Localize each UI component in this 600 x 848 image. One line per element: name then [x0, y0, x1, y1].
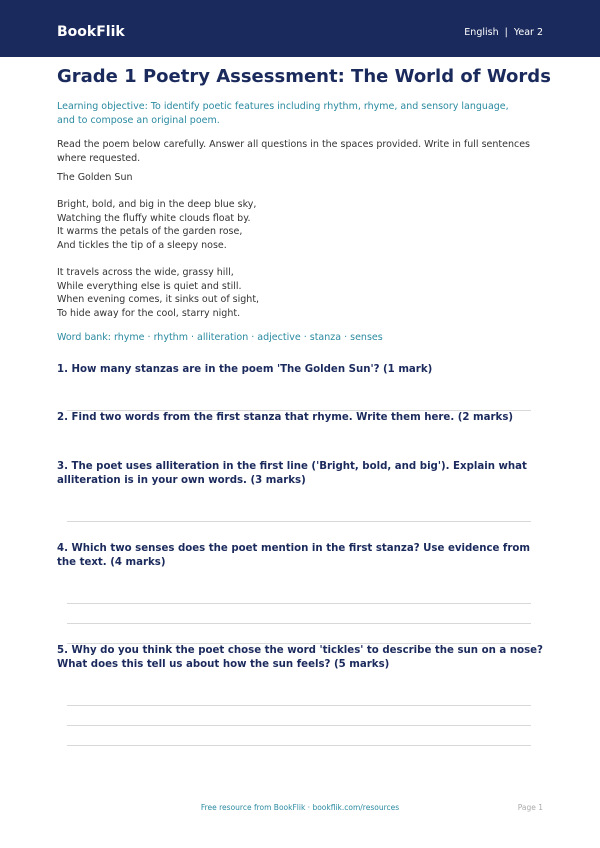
year-label: Year 2	[513, 27, 543, 38]
poem-line: Watching the fluffy white clouds float by.	[57, 212, 251, 224]
question-2: 2. Find two words from the first stanza that rhyme. Write them here. (2 marks)	[57, 412, 514, 423]
answer-line[interactable]	[67, 603, 531, 604]
subject-year-breadcrumb	[464, 27, 543, 39]
poem-line: And tickles the tip of a sleepy nose.	[57, 239, 227, 251]
question-5: 5. Why do you think the poet chose the word 'tickles' to describe the sun on a nose? What does this tell us about how the sun feels? (5 marks)	[57, 645, 543, 670]
poem-line: When evening comes, it sinks out of sight,	[57, 294, 260, 306]
answer-line[interactable]	[67, 705, 531, 706]
instructions: Read the poem below carefully. Answer all questions in the spaces provided. Write in full sentences where requested.	[57, 139, 531, 164]
poem-title: The Golden Sun	[57, 172, 133, 183]
answer-line[interactable]	[67, 745, 531, 746]
poem-line: Bright, bold, and big in the deep blue sky,	[57, 199, 257, 210]
word-bank: Word bank: rhyme · rhythm · alliteration · adjective · stanza · senses	[57, 332, 383, 343]
question-3: 3. The poet uses alliteration in the first line ('Bright, bold, and big'). Explain what alliteration is in your own words. (3 marks)	[57, 461, 527, 486]
answer-line[interactable]	[67, 623, 531, 624]
poem-line: It travels across the wide, grassy hill,	[57, 267, 234, 278]
poem-stanza-1	[57, 198, 256, 252]
page-number: Page 1	[517, 803, 543, 812]
poem-line: It warms the petals of the garden rose,	[57, 226, 243, 238]
breadcrumb-separator: |	[504, 27, 508, 38]
question-4: 4. Which two senses does the poet mention in the first stanza? Use evidence from the text. (4 marks)	[57, 543, 531, 568]
learning-objective: Learning objective: To identify poetic features including rhythm, rhyme, and sensory language, and to compose an original poem.	[57, 101, 509, 126]
poem-stanza-2	[57, 266, 259, 320]
poem-line: While everything else is quiet and still.	[57, 280, 242, 292]
answer-line[interactable]	[67, 521, 531, 522]
footer-credit[interactable]: Free resource from BookFlik · bookflik.com/resources	[200, 803, 400, 812]
answer-line[interactable]	[67, 725, 531, 726]
poem-line: To hide away for the cool, starry night.	[57, 307, 241, 319]
question-1: 1. How many stanzas are in the poem 'The Golden Sun'? (1 mark)	[57, 364, 433, 375]
subject-label: English	[464, 27, 499, 38]
top-bar	[0, 0, 600, 57]
page-title: Grade 1 Poetry Assessment: The World of Words	[57, 66, 551, 87]
brand-logo[interactable]: BookFlik	[57, 24, 125, 40]
